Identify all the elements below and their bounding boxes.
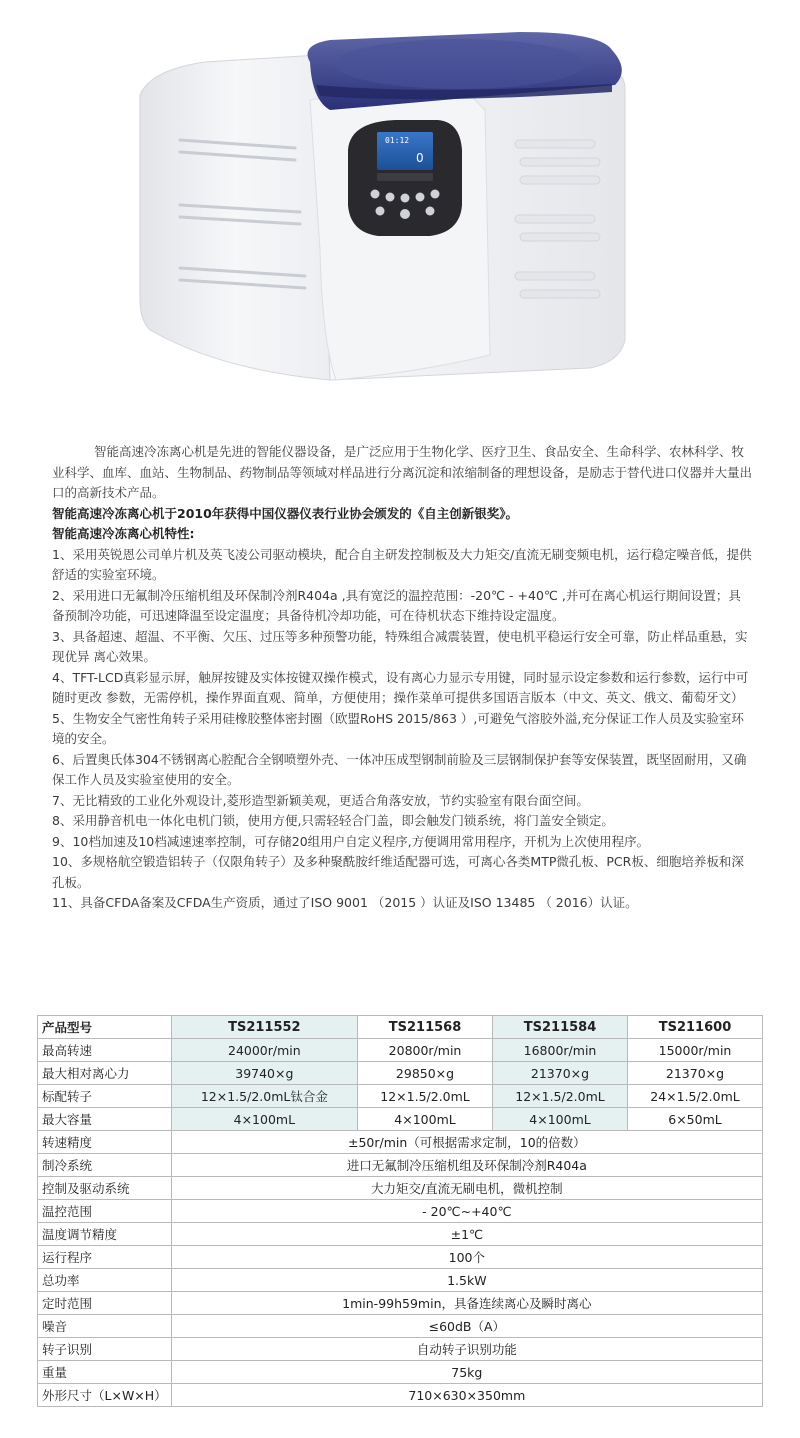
table-cell: ±1℃ — [171, 1223, 762, 1246]
table-cell: 24×1.5/2.0mL — [628, 1085, 763, 1108]
feature-item: 2、采用进口无氟制冷压缩机组及环保制冷剂R404a ,具有宽泛的温控范围：-20℃ - +40℃ ,并可在离心机运行期间设置；具备预制冷功能，可迅速降温至设定温度；具备待机冷却功能，可在待机状态下维持设定温度。 — [52, 587, 741, 623]
row-label: 转子识别 — [38, 1338, 172, 1361]
table-cell: 大力矩交/直流无刷电机，微机控制 — [171, 1177, 762, 1200]
table-row — [38, 1338, 763, 1361]
feature-item: 3、具备超速、超温、不平衡、欠压、过压等多种预警功能，特殊组合减震装置，使电机平稳运行安全可靠，防止样品重悬，实现优异 离心效果。 — [52, 628, 748, 664]
row-label: 转速精度 — [38, 1131, 172, 1154]
feature-item: 11、具备CFDA备案及CFDA生产资质，通过了ISO 9001 （2015 ）认证及ISO 13485 （ 2016）认证。 — [52, 895, 638, 910]
feature-item: 1、采用英锐恩公司单片机及英飞凌公司驱动模块，配合自主研发控制板及大力矩交/直流无刷变频电机，运行稳定噪音低，提供舒适的实验室环境。 — [52, 546, 752, 582]
table-cell: 15000r/min — [628, 1039, 763, 1062]
table-cell: 39740×g — [171, 1062, 357, 1085]
table-cell: 4×100mL — [171, 1108, 357, 1131]
model-header: TS211584 — [493, 1016, 628, 1039]
table-cell: 12×1.5/2.0mL钛合金 — [171, 1085, 357, 1108]
feature-item: 4、TFT-LCD真彩显示屏，触屏按键及实体按键双操作模式，设有离心力显示专用键，同时显示设定参数和运行参数，运行中可随时更改 参数，无需停机，操作界面直观、简单，方便使用；操作菜单可提供多国语言版本（中文、英文、俄文、葡萄牙文） — [52, 669, 749, 705]
table-cell: 进口无氟制冷压缩机组及环保制冷剂R404a — [171, 1154, 762, 1177]
features-title: 智能高速冷冻离心机特性: — [52, 526, 195, 541]
feature-item: 10、多规格航空锻造铝转子（仅限角转子）及多种聚酰胺纤维适配器可选，可离心各类MTP微孔板、PCR板、细胞培养板和深孔板。 — [52, 854, 744, 890]
header-label: 产品型号 — [38, 1016, 172, 1039]
feature-item: 9、10档加速及10档减速速率控制，可存储20组用户自定义程序,方便调用常用程序，开机为上次使用程序。 — [52, 833, 650, 849]
feature-item: 8、采用静音机电一体化电机门锁，使用方便,只需轻轻合门盖，即会触发门锁系统，将门盖安全锁定。 — [52, 813, 614, 828]
table-cell: - 20℃~+40℃ — [171, 1200, 762, 1223]
row-label: 最高转速 — [38, 1039, 172, 1062]
row-label: 噪音 — [38, 1315, 172, 1338]
table-row — [38, 1177, 763, 1200]
table-cell: 12×1.5/2.0mL — [493, 1085, 628, 1108]
row-label: 最大相对离心力 — [38, 1062, 172, 1085]
table-row — [38, 1039, 763, 1062]
table-cell: 29850×g — [358, 1062, 493, 1085]
table-row — [38, 1269, 763, 1292]
table-row — [38, 1292, 763, 1315]
table-row — [38, 1108, 763, 1131]
table-row — [38, 1246, 763, 1269]
table-row — [38, 1085, 763, 1108]
table-cell: 100个 — [171, 1246, 762, 1269]
row-label: 控制及驱动系统 — [38, 1177, 172, 1200]
table-cell: 21370×g — [493, 1062, 628, 1085]
product-description — [52, 442, 752, 914]
table-row — [38, 1223, 763, 1246]
row-label: 制冷系统 — [38, 1154, 172, 1177]
model-header: TS211552 — [171, 1016, 357, 1039]
row-label: 最大容量 — [38, 1108, 172, 1131]
table-row — [38, 1131, 763, 1154]
table-row — [38, 1154, 763, 1177]
table-cell: 4×100mL — [358, 1108, 493, 1131]
row-label: 温度调节精度 — [38, 1223, 172, 1246]
table-cell: ≤60dB（A） — [171, 1315, 762, 1338]
table-cell: 自动转子识别功能 — [171, 1338, 762, 1361]
row-label: 运行程序 — [38, 1246, 172, 1269]
row-label: 重量 — [38, 1361, 172, 1384]
table-cell: 12×1.5/2.0mL — [358, 1085, 493, 1108]
table-cell: 1min-99h59min，具备连续离心及瞬时离心 — [171, 1292, 762, 1315]
product-image — [0, 0, 800, 430]
spec-table — [37, 1015, 763, 1407]
table-header-row — [38, 1016, 763, 1039]
table-row — [38, 1361, 763, 1384]
table-row — [38, 1315, 763, 1338]
table-row — [38, 1384, 763, 1407]
table-cell: 20800r/min — [358, 1039, 493, 1062]
model-header: TS211568 — [358, 1016, 493, 1039]
feature-item: 6、后置奥氏体304不锈钢离心腔配合全钢喷塑外壳、一体冲压成型钢制前脸及三层钢制保护套等安保装置，既坚固耐用，又确保工作人员及实验室使用的安全。 — [52, 751, 747, 787]
table-cell: 24000r/min — [171, 1039, 357, 1062]
table-row — [38, 1062, 763, 1085]
table-row — [38, 1200, 763, 1223]
row-label: 定时范围 — [38, 1292, 172, 1315]
row-label: 总功率 — [38, 1269, 172, 1292]
row-label: 温控范围 — [38, 1200, 172, 1223]
screen-speed-readout: 0 — [416, 151, 424, 165]
table-cell: 16800r/min — [493, 1039, 628, 1062]
feature-item: 5、生物安全气密性角转子采用硅橡胶整体密封圈（欧盟RoHS 2015/863 ）,可避免气溶胶外溢,充分保证工作人员及实验室环境的安全。 — [52, 710, 744, 746]
screen-time-readout: 01:12 — [385, 136, 410, 145]
table-cell: 6×50mL — [628, 1108, 763, 1131]
feature-item: 7、无比精致的工业化外观设计,菱形造型新颖美观，更适合角落安放，节约实验室有限台面空间。 — [52, 792, 589, 808]
table-cell: ±50r/min（可根据需求定制，10的倍数） — [171, 1131, 762, 1154]
table-cell: 21370×g — [628, 1062, 763, 1085]
model-header: TS211600 — [628, 1016, 763, 1039]
table-cell: 75kg — [171, 1361, 762, 1384]
table-cell: 710×630×350mm — [171, 1384, 762, 1407]
row-label: 标配转子 — [38, 1085, 172, 1108]
table-cell: 1.5kW — [171, 1269, 762, 1292]
intro-paragraph: 智能高速冷冻离心机是先进的智能仪器设备，是广泛应用于生物化学、医疗卫生、食品安全、生命科学、农林科学、牧业科学、血库、血站、生物制品、药物制品等领域对样品进行分离沉淀和浓缩制备的理想设备，是励志于替代进口仪器并大量出口的高新技术产品。 — [52, 444, 753, 500]
table-cell: 4×100mL — [493, 1108, 628, 1131]
award-statement: 智能高速冷冻离心机于2010年获得中国仪器仪表行业协会颁发的《自主创新银奖》。 — [52, 505, 519, 521]
row-label: 外形尺寸（L×W×H） — [38, 1384, 172, 1407]
